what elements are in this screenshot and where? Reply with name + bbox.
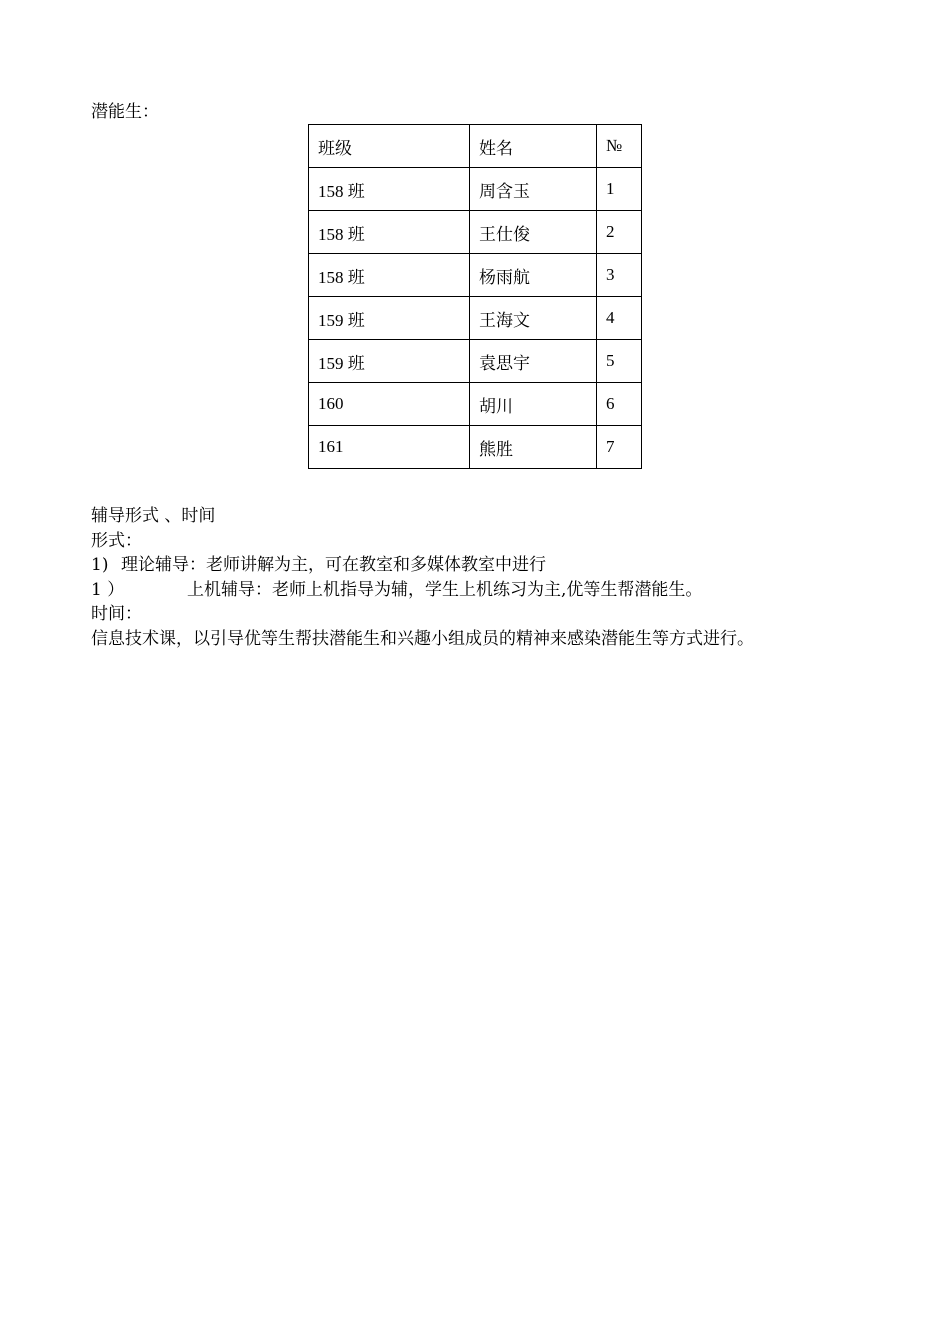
student-table bbox=[308, 124, 642, 469]
header-number: № bbox=[597, 125, 642, 168]
cell-class: 160 bbox=[309, 383, 470, 426]
table-row bbox=[309, 426, 642, 469]
cell-number: 5 bbox=[597, 340, 642, 383]
list-item-number: 1) bbox=[91, 555, 109, 575]
list-item bbox=[91, 578, 911, 603]
cell-class: 161 bbox=[309, 426, 470, 469]
header-class: 班级 bbox=[309, 125, 470, 168]
cell-number: 3 bbox=[597, 254, 642, 297]
section-title: 辅导形式 、时间 bbox=[91, 506, 216, 526]
table-header-row bbox=[309, 125, 642, 168]
table-row bbox=[309, 211, 642, 254]
cell-class: 158 班 bbox=[309, 211, 470, 254]
cell-name: 王仕俊 bbox=[470, 211, 597, 254]
cell-name: 袁思宇 bbox=[470, 340, 597, 383]
cell-number: 6 bbox=[597, 383, 642, 426]
header-name: 姓名 bbox=[470, 125, 597, 168]
tutoring-section bbox=[91, 504, 911, 651]
cell-name: 王海文 bbox=[470, 297, 597, 340]
list-item-text: 理论辅导：老师讲解为主，可在教室和多媒体教室中进行 bbox=[121, 555, 546, 575]
cell-name: 周含玉 bbox=[470, 168, 597, 211]
cell-number: 1 bbox=[597, 168, 642, 211]
cell-class: 158 班 bbox=[309, 168, 470, 211]
list-item-text: 上机辅导：老师上机指导为辅，学生上机练习为主,优等生帮潜能生。 bbox=[187, 579, 703, 600]
cell-name: 胡川 bbox=[470, 383, 597, 426]
cell-class: 159 班 bbox=[309, 340, 470, 383]
cell-name: 熊胜 bbox=[470, 426, 597, 469]
cell-class: 159 班 bbox=[309, 297, 470, 340]
time-text: 信息技术课，以引导优等生帮扶潜能生和兴趣小组成员的精神来感染潜能生等方式进行。 bbox=[91, 628, 754, 649]
table-row bbox=[309, 340, 642, 383]
cell-class: 158 班 bbox=[309, 254, 470, 297]
form-label: 形式： bbox=[91, 530, 142, 551]
cell-name: 杨雨航 bbox=[470, 254, 597, 297]
table-row bbox=[309, 383, 642, 426]
table-row bbox=[309, 254, 642, 297]
cell-number: 7 bbox=[597, 426, 642, 469]
cell-number: 2 bbox=[597, 211, 642, 254]
table-row bbox=[309, 297, 642, 340]
heading-potential-students: 潜能生： bbox=[91, 102, 159, 122]
table-row bbox=[309, 168, 642, 211]
list-item bbox=[91, 553, 911, 578]
list-item-number: 1 ） bbox=[91, 579, 125, 600]
cell-number: 4 bbox=[597, 297, 642, 340]
time-label: 时间： bbox=[91, 604, 142, 624]
